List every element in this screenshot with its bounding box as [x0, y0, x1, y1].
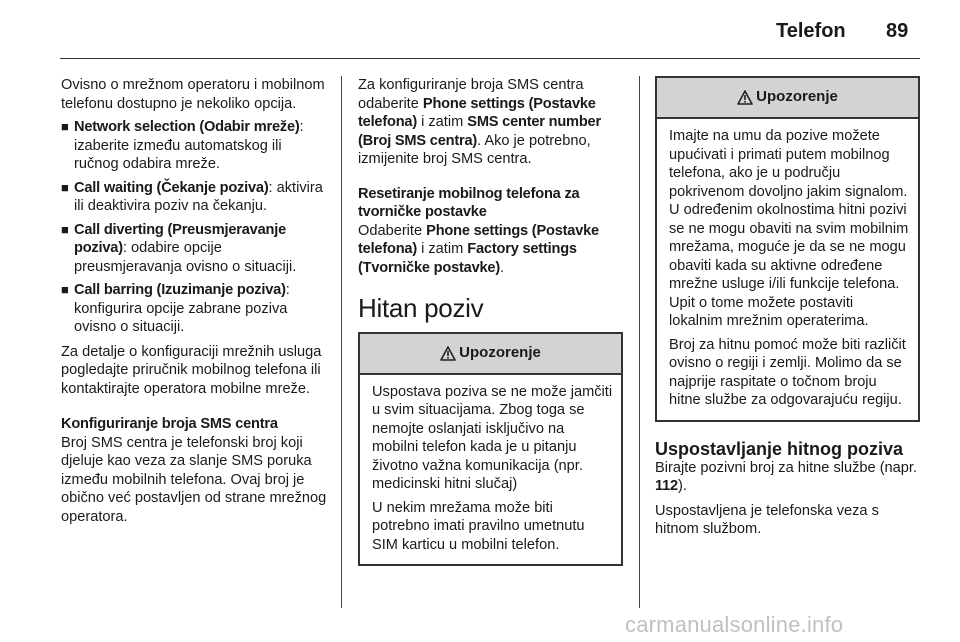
reset-heading: Resetiranje mobilnog telefona za tvorničke postavke	[358, 185, 580, 220]
warning-title: Upozorenje	[459, 343, 541, 361]
established-text: Uspostavljena je telefonska veza s hitnom službom.	[655, 502, 879, 537]
column-divider	[639, 76, 640, 608]
warning-box	[358, 332, 623, 567]
sub-heading: Uspostavljanje hitnog poziva	[655, 438, 904, 459]
warning-box	[655, 76, 920, 422]
warning-text: Broj za hitnu pomoć može biti različit ovisno o regiji i zemlji. Molimo da se najprije raspitate o točnom broju hitne službe za odgovarajuću regiju.	[669, 336, 906, 408]
warning-icon	[440, 346, 456, 361]
list-item: ■ Network selection (Odabir mreže): izaberite između automatskog ili ručnog odabira mreže.	[61, 119, 304, 172]
watermark: carmanualsonline.info	[625, 612, 844, 637]
list-item: ■ Call waiting (Čekanje poziva): aktivira ili deaktivira poziv na čekanju.	[61, 179, 323, 214]
column-middle	[358, 76, 623, 566]
column-right	[655, 76, 920, 539]
page-number: 89	[886, 20, 909, 42]
warning-text: Imajte na umu da pozive možete upućivati i primati putem mobilnog telefona, ako je u području pokrivenom dovoljno jakim signalom. U određenim okolnostima hitni pozivi se ne mogu obaviti na svim mobilnim mrežama, moguće je da se ne mogu obaviti kada su aktivne određene mrežne usluge i/ili funkcije telefona. Upit o tome možete postaviti lokalnim mrežnim operaterima.	[669, 128, 909, 329]
sms-heading: Konfiguriranje broja SMS centra	[61, 416, 278, 432]
sms-text: Broj SMS centra je telefonski broj koji djeluje kao veza za slanje SMS poruka između mobilnih telefona. Ovaj broj je obično već postavljen od strane mrežnog operatora.	[61, 434, 327, 525]
warning-header	[657, 78, 918, 119]
warning-icon	[737, 90, 753, 105]
column-left	[61, 76, 329, 526]
dial-text: Birajte pozivni broj za hitne službe (napr. 112).	[655, 459, 918, 494]
warning-header	[360, 334, 621, 375]
header-divider	[60, 58, 920, 59]
warning-title: Upozorenje	[756, 88, 838, 106]
warning-text: Uspostava poziva se ne može jamčiti u svim situacijama. Zbog toga se nemojte oslanjati isključivo na mobilni telefon kada je u pitanju životno važna komunikacija (npr. medicinski hitni slučaj)	[372, 383, 613, 492]
bullet-icon: ■	[61, 119, 69, 134]
reset-text: Odaberite Phone settings (Postavke telefona) i zatim Factory settings (Tvorničke postavke).	[358, 222, 599, 276]
column-divider	[341, 76, 342, 608]
intro-text: Ovisno o mrežnom operatoru i mobilnom telefonu dostupno je nekoliko opcija.	[61, 77, 325, 112]
bullet-icon: ■	[61, 221, 69, 237]
list-item: ■ Call diverting (Preusmjeravanje poziva): odabire opcije preusmjeravanja ovisno o situaciji.	[61, 221, 297, 275]
bullet-icon: ■	[61, 282, 69, 297]
page-title: Telefon	[776, 20, 846, 42]
warning-text: U nekim mrežama može biti potrebno imati pravilno umetnutu SIM karticu u mobilni telefon.	[372, 499, 585, 553]
warning-body	[657, 119, 918, 420]
details-text: Za detalje o konfiguraciji mrežnih usluga pogledajte priručnik mobilnog telefona ili kontaktirajte operatora mobilne mreže.	[61, 343, 322, 397]
sms-config-text: Za konfiguriranje broja SMS centra odaberite Phone settings (Postavke telefona) i zatim SMS center number (Broj SMS centra). Ako je potrebno, izmijenite broj SMS centra.	[358, 77, 601, 167]
warning-body	[360, 375, 621, 565]
list-item: ■ Call barring (Izuzimanje poziva): konfigurira opcije zabrane poziva ovisno o situaciji.	[61, 282, 290, 335]
section-title: Hitan poziv	[358, 293, 484, 323]
bullet-icon: ■	[61, 179, 69, 195]
